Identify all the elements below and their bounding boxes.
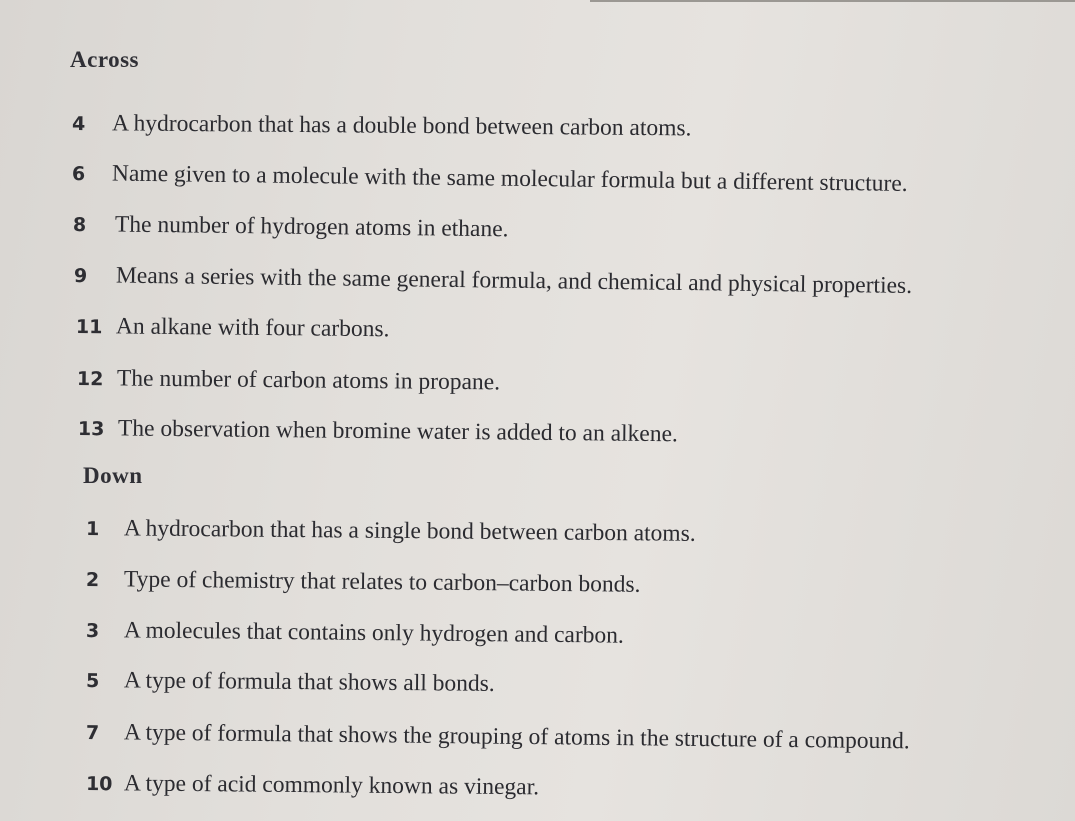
down-clue-5 [86, 667, 495, 698]
clue-text: An alkane with four carbons. [115, 313, 390, 343]
clue-number: 2 [85, 569, 100, 592]
paper-edge [590, 0, 1075, 2]
across-clue-6 [72, 160, 908, 198]
clue-number: 7 [85, 722, 100, 745]
clue-text: A hydrocarbon that has a double bond between carbon atoms. [111, 110, 692, 142]
across-clue-9 [74, 262, 912, 300]
clue-number: 12 [76, 368, 104, 391]
clue-text: A hydrocarbon that has a single bond between carbon atoms. [123, 515, 696, 547]
clue-text: A molecules that contains only hydrogen and carbon. [123, 617, 625, 649]
down-clue-3 [86, 617, 624, 650]
clue-number: 6 [71, 163, 86, 186]
down-heading: Down [83, 463, 143, 488]
clue-text: The number of hydrogen atoms in ethane. [114, 211, 509, 243]
clue-text: A type of acid commonly known as vinegar. [123, 770, 540, 801]
clue-number: 3 [85, 620, 100, 643]
clue-text: Type of chemistry that relates to carbon–carbon bonds. [123, 566, 641, 598]
clue-number: 9 [73, 265, 88, 288]
clue-number: 13 [77, 418, 105, 441]
across-clue-8 [73, 211, 509, 243]
across-clue-12 [77, 365, 500, 396]
clue-text: The observation when bromine water is added to an alkene. [117, 415, 679, 448]
across-clue-4 [72, 110, 692, 142]
down-clue-10 [86, 770, 539, 801]
down-clue-2 [86, 566, 641, 599]
clue-number: 1 [85, 518, 100, 541]
clue-text: Means a series with the same general formula, and chemical and physical properties. [115, 262, 913, 299]
across-clue-13 [78, 415, 678, 448]
clue-number: 4 [71, 113, 86, 136]
clue-number: 11 [75, 316, 103, 339]
clue-number: 5 [85, 670, 100, 693]
down-clue-1 [86, 515, 696, 548]
clue-text: The number of carbon atoms in propane. [116, 365, 501, 396]
clue-text: A type of formula that shows the grouping of atoms in the structure of a compound. [123, 719, 910, 755]
down-clue-7 [86, 719, 910, 755]
clue-text: Name given to a molecule with the same molecular formula but a different structure. [111, 160, 908, 197]
clue-text: A type of formula that shows all bonds. [123, 667, 495, 697]
across-heading: Across [70, 47, 140, 72]
clue-number: 8 [72, 214, 87, 237]
across-clue-11 [76, 313, 390, 343]
clue-number: 10 [85, 773, 113, 796]
